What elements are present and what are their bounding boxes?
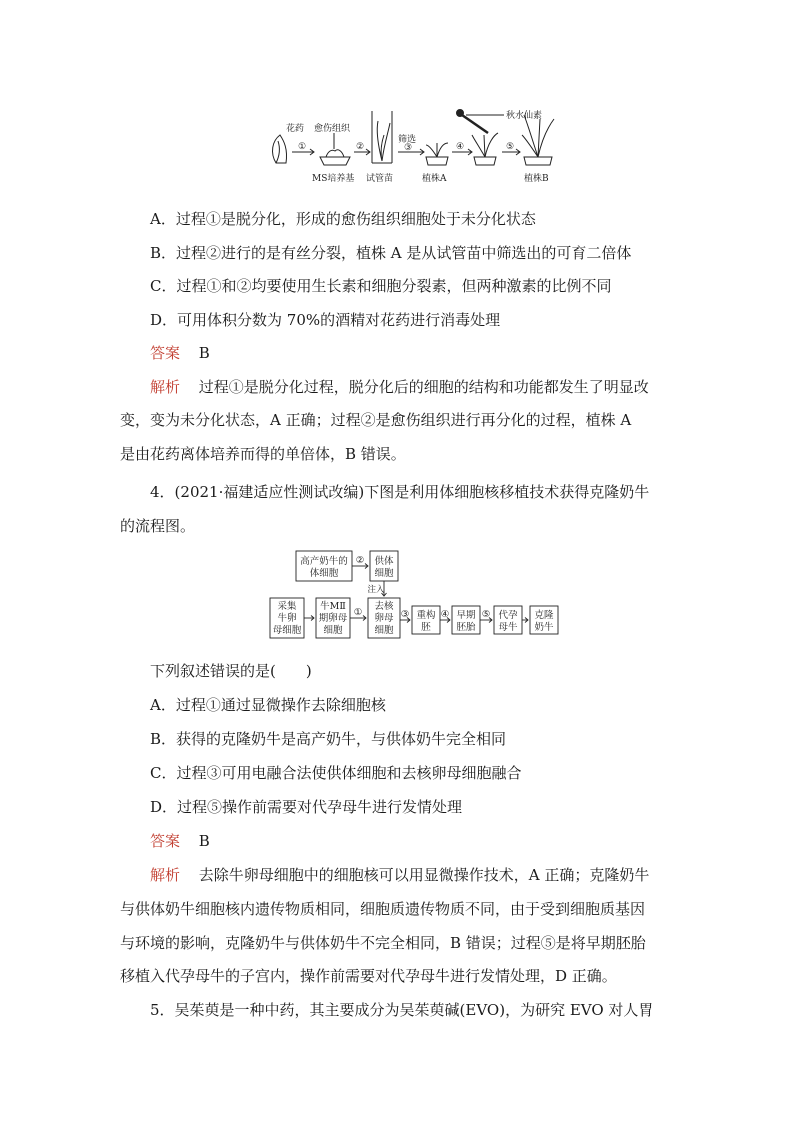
answer-label: 答案 — [150, 344, 181, 362]
mii-text-2: 期卵母 — [318, 613, 348, 624]
step-5: ⑤ — [506, 142, 515, 152]
q4-option-c: C．过程③可用电融合法使供体细胞和去核卵母细胞融合 — [150, 764, 522, 782]
answer-label: 答案 — [150, 832, 181, 850]
reconstructed-text-2: 胚 — [421, 622, 431, 633]
step-1: ① — [353, 607, 363, 618]
early-embryo-text-2: 胚胎 — [456, 622, 476, 633]
donor-text-1: 高产奶牛的 — [300, 556, 348, 567]
nucleus-text-1: 供体 — [374, 556, 394, 567]
q4-option-a: A．过程①通过显微操作去除细胞核 — [150, 696, 386, 714]
label-screen: 筛选 — [398, 135, 417, 145]
label-anther: 花药 — [286, 124, 305, 134]
mii-text-1: 牛MⅡ — [320, 601, 346, 612]
q3-option-d: D．可用体积分数为 70%的酒精对花药进行消毒处理 — [150, 311, 501, 329]
q3-analysis-line-1 — [150, 377, 649, 397]
tissue-culture-figure — [262, 105, 562, 187]
answer-value: B — [198, 832, 210, 850]
q3-answer — [150, 343, 210, 363]
step-4: ④ — [440, 609, 450, 620]
q4-stem-line-2: 的流程图。 — [120, 517, 196, 535]
surrogate-text-1: 代孕 — [498, 610, 518, 621]
q3-analysis-line-3: 是由花药离体培养而得的单倍体，B 错误。 — [120, 445, 406, 463]
inject-label: 注入 — [367, 585, 385, 595]
q4-analysis-line-4: 移植入代孕母牛的子宫内，操作前需要对代孕母牛进行发情处理，D 正确。 — [120, 967, 617, 985]
clone-text-2: 奶牛 — [534, 622, 554, 633]
nucleus-text-2: 细胞 — [374, 568, 394, 579]
plant-a-icon — [426, 143, 448, 165]
q5-stem-line-1: 5．吴茱萸是一种中药，其主要成分为吴茱萸碱(EVO)，为研究 EVO 对人胃 — [150, 1001, 654, 1019]
q4-option-d: D．过程⑤操作前需要对代孕母牛进行发情处理 — [150, 798, 463, 816]
step-3: ③ — [400, 609, 410, 620]
callus-dish-icon — [320, 157, 350, 165]
q4-analysis-line-3: 与环境的影响，克隆奶牛与供体奶牛不完全相同，B 错误；过程⑤是将早期胚胎 — [120, 934, 646, 952]
q4-option-b: B．获得的克隆奶牛是高产奶牛，与供体奶牛完全相同 — [150, 730, 507, 748]
reconstructed-text-1: 重构 — [416, 610, 436, 621]
q3-option-b: B．过程②进行的是有丝分裂，植株 A 是从试管苗中筛选出的可育二倍体 — [150, 244, 632, 262]
enucleated-text-3: 细胞 — [374, 625, 394, 636]
clone-text-1: 克隆 — [534, 610, 554, 621]
answer-value: B — [198, 344, 210, 362]
label-test-tube-seedling: 试管苗 — [366, 174, 394, 184]
collect-text-2: 牛卵 — [277, 613, 297, 624]
donor-text-2: 体细胞 — [309, 568, 339, 579]
step-3: ③ — [404, 143, 413, 153]
q4-prompt: 下列叙述错误的是( ) — [150, 662, 312, 680]
surrogate-text-2: 母牛 — [498, 622, 518, 633]
q4-analysis-line-1 — [150, 865, 649, 885]
collect-text-3: 母细胞 — [272, 625, 302, 636]
early-embryo-text-1: 早期 — [456, 610, 476, 621]
q4-analysis-line-2: 与供体奶牛细胞核内遗传物质相同，细胞质遗传物质不同，由于受到细胞质基因 — [120, 900, 646, 918]
q4-stem-line-1: 4．(2021·福建适应性测试改编)下图是利用体细胞核移植技术获得克隆奶牛 — [150, 483, 650, 501]
cloning-flowchart — [268, 548, 560, 640]
q3-option-a: A．过程①是脱分化，形成的愈伤组织细胞处于未分化状态 — [150, 210, 536, 228]
mii-text-3: 细胞 — [323, 625, 343, 636]
analysis-text: 过程①是脱分化过程，脱分化后的细胞的结构和功能都发生了明显改 — [198, 378, 649, 396]
step-1: ① — [298, 142, 307, 152]
label-callus: 愈伤组织 — [314, 124, 351, 134]
dropper-bulb-icon — [457, 110, 464, 117]
analysis-text: 去除牛卵母细胞中的细胞核可以用显微操作技术，A 正确；克隆奶牛 — [198, 866, 650, 884]
step-5: ⑤ — [481, 609, 491, 620]
q3-analysis-line-2: 变，变为未分化状态，A 正确；过程②是愈伤组织进行再分化的过程，植株 A — [120, 411, 632, 429]
q3-option-c: C．过程①和②均要使用生长素和细胞分裂素，但两种激素的比例不同 — [150, 277, 612, 295]
collect-text-1: 采集 — [277, 601, 297, 612]
label-plant-b: 植株B — [524, 174, 549, 184]
enucleated-text-2: 卵母 — [374, 613, 394, 624]
anther-bud-icon — [273, 135, 287, 163]
label-plant-a: 植株A — [422, 174, 447, 184]
label-colchicine: 秋水仙素 — [506, 111, 543, 121]
enucleated-text-1: 去核 — [374, 601, 394, 612]
plant-b-icon — [522, 115, 554, 165]
test-tube-icon — [372, 111, 392, 163]
analysis-label: 解析 — [150, 378, 181, 396]
treated-plant-icon — [472, 133, 498, 165]
analysis-label: 解析 — [150, 866, 181, 884]
step-4: ④ — [456, 142, 465, 152]
q4-answer — [150, 831, 210, 851]
step-2: ② — [356, 142, 365, 152]
label-ms-medium: MS培养基 — [312, 174, 355, 184]
step-2: ② — [355, 555, 365, 566]
